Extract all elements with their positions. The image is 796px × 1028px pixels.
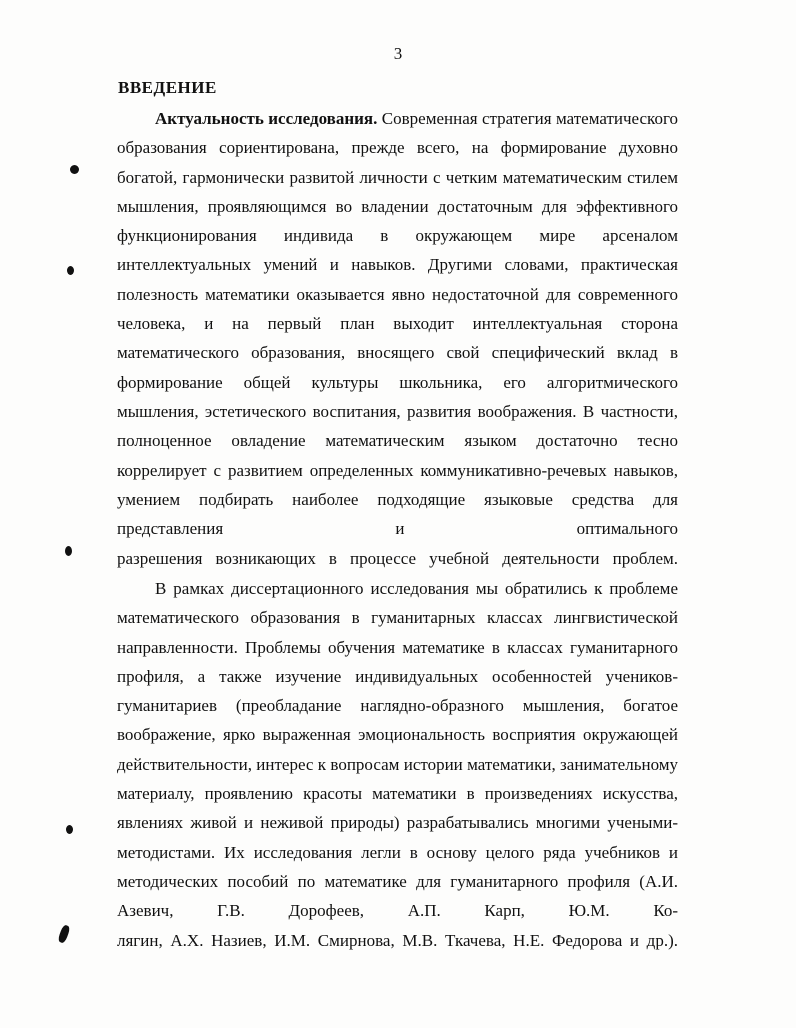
paragraph-dissertation-scope: В рамках диссертационного исследования мы обратились к проблеме математического образования в гуманитарных классах лингвистической направленности. Проблемы обучения математике в классах гуманитарного профиля, а также изучение индивидуальных особенностей учеников-гуманитариев (преобладание наглядно-образного мышления, богатое воображение, ярко выраженная эмоциональность восприятия окружающей действительности, интерес к вопросам истории математики, занимательному материалу, проявлению красоты математики в произведениях искусства, явлениях живой и неживой природы) разрабатывались многими учеными-методистами. Их исследования легли в основу целого ряда учебников и методических пособий по математике для гуманитарного профиля (А.И. Азевич, Г.В. Дорофеев, А.П. Карп, Ю.М. Ко- xyxy=(117,579,678,921)
scan-mark xyxy=(67,266,74,275)
scan-mark xyxy=(57,924,71,944)
scan-mark xyxy=(70,165,79,174)
paragraph-relevance-last-line: разрешения возникающих в процессе учебной деятельности проблем. xyxy=(117,549,678,568)
scan-mark xyxy=(66,825,73,834)
paragraph-lead-bold: Актуальность исследования. xyxy=(155,109,378,128)
paragraph-dissertation-scope-last-line: лягин, А.Х. Назиев, И.М. Смирнова, М.В. Ткачева, Н.Е. Федорова и др.). xyxy=(117,931,678,950)
page-number: 3 xyxy=(393,44,403,63)
section-heading: ВВЕДЕНИЕ xyxy=(118,78,217,97)
paragraph-body: Современная стратегия математического образования сориентирована, прежде всего, на формирование духовно богатой, гармонически развитой личности с четким математическим стилем мышления, проявляющимся во владении достаточным для эффективного функционирования индивида в окружающем мире арсеналом интеллектуальных умений и навыков. Другими словами, практическая полезность математики оказывается явно недостаточной для современного человека, и на первый план выходит интеллектуальная сторона математического образования, вносящего свой специфический вклад в формирование общей культуры школьника, его алгоритмического мышления, эстетического воспитания, развития воображения. В частности, полноценное овладение математическим языком достаточно тесно коррелирует с развитием определенных коммуникативно-речевых навыков, умением подбирать наиболее подходящие языковые средства для представления и оптимального xyxy=(117,109,679,539)
paragraph-relevance xyxy=(117,104,678,543)
scan-mark xyxy=(65,546,72,556)
